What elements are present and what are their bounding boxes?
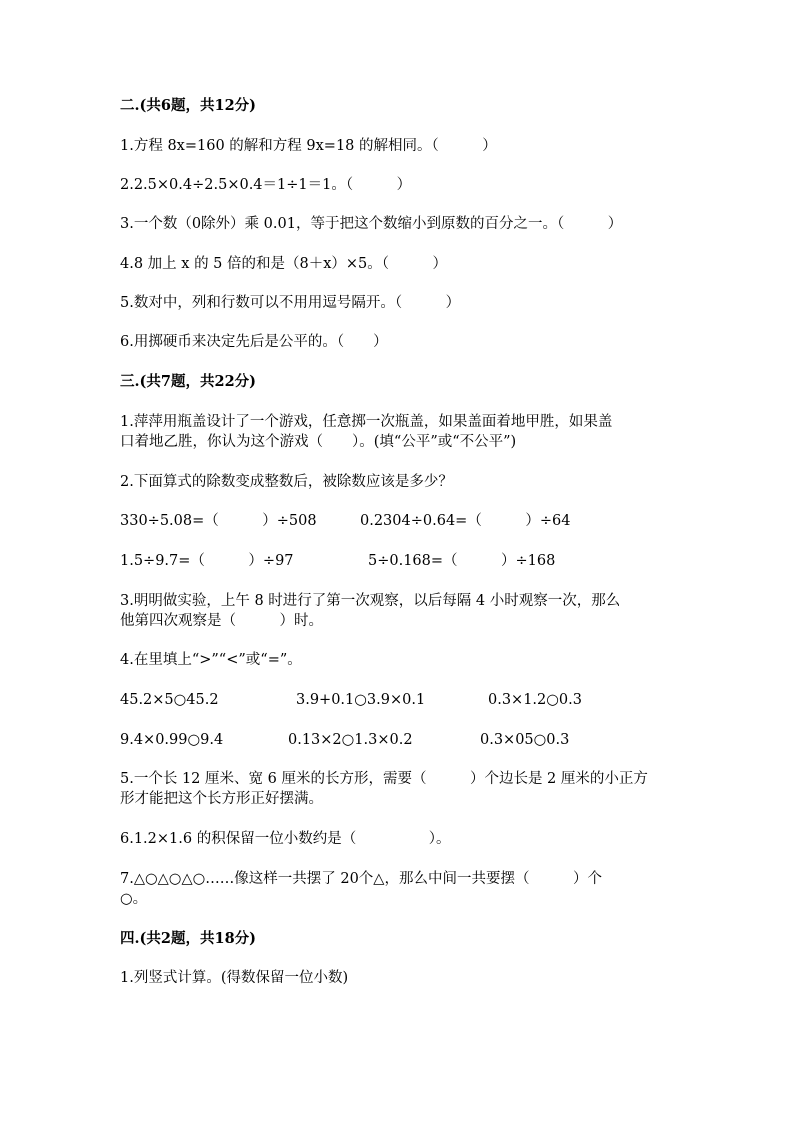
s3-q4-compare-f: 0.3×05○0.3 — [480, 732, 570, 748]
s3-q2-expr-b: 0.2304÷0.64=（ ）÷64 — [360, 513, 571, 529]
s4-question-1: 1.列竖式计算。(得数保留一位小数) — [120, 970, 349, 986]
s3-question-5-line-2: 形才能把这个长方形正好摆满。 — [120, 791, 323, 807]
section-2-title: 二.(共6题，共12分) — [120, 97, 257, 114]
s3-q2-expr-c: 1.5÷9.7=（ ）÷97 — [120, 553, 294, 569]
s3-question-1-line-1: 1.萍萍用瓶盖设计了一个游戏，任意掷一次瓶盖，如果盖面着地甲胜，如果盖 — [120, 414, 613, 430]
s3-question-1-line-2: 口着地乙胜，你认为这个游戏（ ）。(填“公平”或“不公平”) — [120, 434, 517, 450]
s3-question-5-line-1: 5.一个长 12 厘米、宽 6 厘米的长方形，需要（ ）个边长是 2 厘米的小正方 — [120, 771, 648, 787]
s2-question-1: 1.方程 8x=160 的解和方程 9x=18 的解相同。（ ） — [120, 138, 497, 154]
s2-question-4: 4.8 加上 x 的 5 倍的和是（8＋x）×5。（ ） — [120, 256, 448, 272]
s2-question-6: 6.用掷硬币来决定先后是公平的。（ ） — [120, 334, 388, 350]
s3-q2-expr-a: 330÷5.08=（ ）÷508 — [120, 513, 317, 529]
s2-question-5: 5.数对中，列和行数可以不用用逗号隔开。（ ） — [120, 295, 461, 311]
s3-q4-compare-a: 45.2×5○45.2 — [120, 692, 219, 708]
s3-question-3-line-2: 他第四次观察是（ ）时。 — [120, 613, 323, 629]
s3-question-7-line-1: 7.△○△○△○……像这样一共摆了 20个△，那么中间一共要摆（ ）个 — [120, 871, 602, 887]
s3-q4-compare-c: 0.3×1.2○0.3 — [488, 692, 582, 708]
section-4-title: 四.(共2题，共18分) — [120, 930, 257, 947]
s3-question-3-line-1: 3.明明做实验，上午 8 时进行了第一次观察，以后每隔 4 小时观察一次，那么 — [120, 593, 621, 609]
s3-q4-compare-b: 3.9+0.1○3.9×0.1 — [296, 692, 426, 708]
s3-question-7-line-2: ○。 — [120, 891, 148, 907]
s3-q2-expr-d: 5÷0.168=（ ）÷168 — [368, 553, 556, 569]
s3-question-6: 6.1.2×1.6 的积保留一位小数约是（ ）。 — [120, 831, 451, 847]
s2-question-2: 2.2.5×0.4÷2.5×0.4＝1÷1＝1。（ ） — [120, 177, 412, 193]
s3-q4-compare-d: 9.4×0.99○9.4 — [120, 732, 224, 748]
s2-question-3: 3.一个数（0除外）乘 0.01，等于把这个数缩小到原数的百分之一。（ ） — [120, 216, 623, 232]
s3-q4-compare-e: 0.13×2○1.3×0.2 — [288, 732, 413, 748]
s3-question-2: 2.下面算式的除数变成整数后，被除数应该是多少？ — [120, 474, 453, 490]
s3-question-4: 4.在里填上“>”“<”或“=”。 — [120, 652, 302, 668]
section-3-title: 三.(共7题，共22分) — [120, 373, 257, 390]
